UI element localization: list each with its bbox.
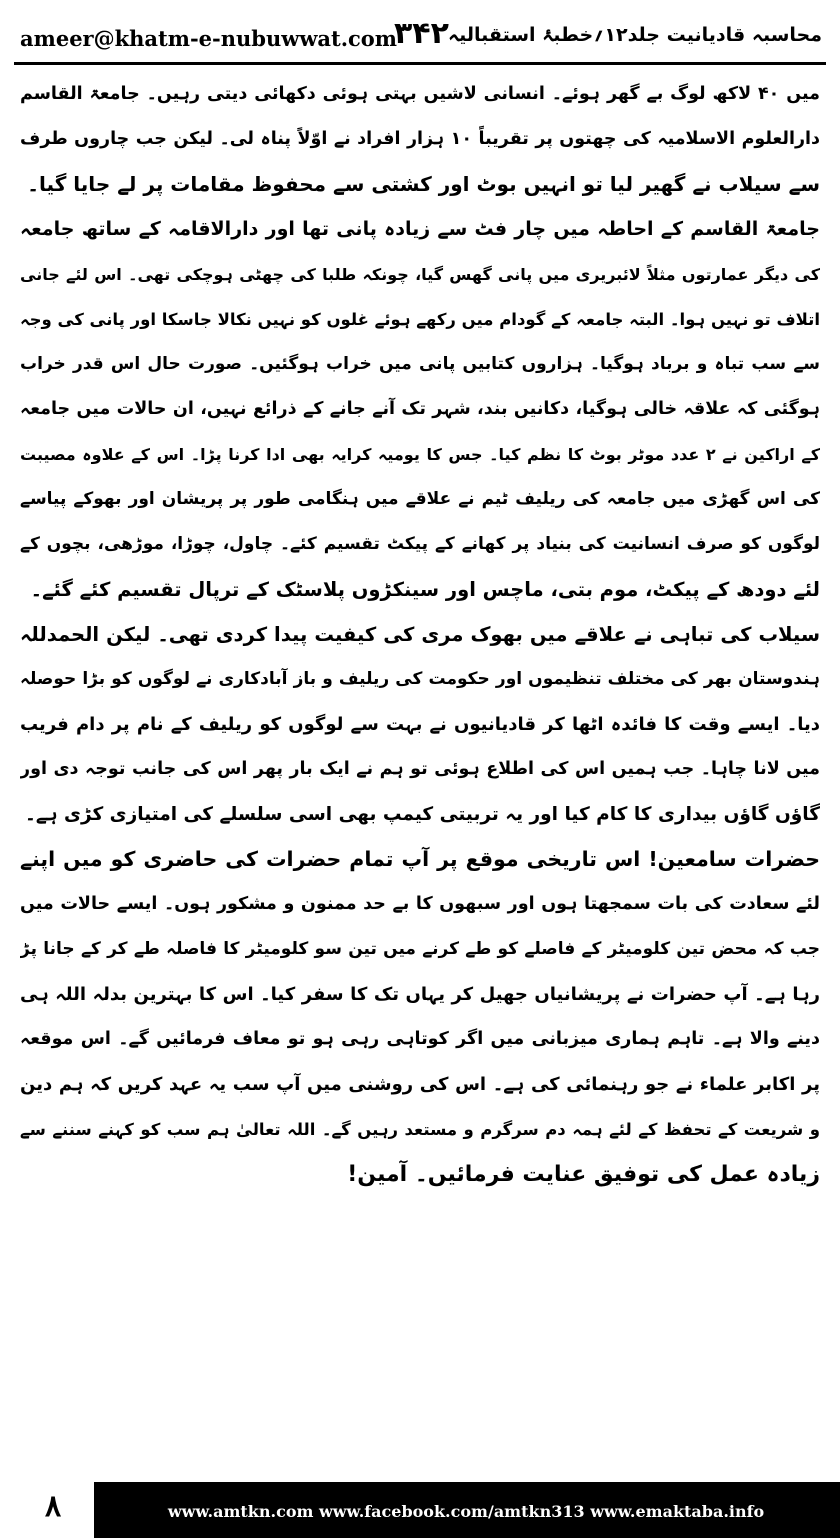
text-line: پر اکابر علماء نے جو رہنمائی کی ہے۔ اس کی روشنی میں آپ سب یہ عہد کریں کہ ہم دین	[20, 1074, 820, 1095]
header-email: ameer@khatm-e-nubuwwat.com	[20, 26, 398, 51]
text-line: لوگوں کو صرف انسانیت کی بنیاد پر کھانے کے پیکٹ تقسیم کئے۔ چاول، چوڑا، موڑھی، بچوں کے	[20, 534, 820, 554]
text-line: میں لانا چاہا۔ جب ہمیں اس کی اطلاع ہوئی تو ہم نے ایک بار پھر اس کی جانب توجہ دی اور	[20, 759, 820, 779]
text-line: کی اس گھڑی میں جامعہ کی ریلیف ٹیم نے علاقے میں ہنگامی طور پر پریشان اور بھوکے پیاسے	[20, 489, 820, 509]
text-line: کے اراکین نے ۲ عدد موٹر بوٹ کا نظم کیا۔ جس کا یومیہ کرایہ بھی ادا کرنا پڑا۔ اس کے علاوہ مصیبت	[20, 445, 820, 464]
paragraph	[20, 612, 820, 837]
text-line: میں ۴۰ لاکھ لوگ بے گھر ہوئے۔ انسانی لاشیں بہتی ہوئی دکھائی دیتی رہیں۔ جامعۃ القاسم	[20, 84, 820, 104]
page-footer	[0, 1470, 840, 1540]
text-line: دارالعلوم الاسلامیہ کی چھتوں پر تقریباً ۱۰ ہزار افراد نے اوّلاً پناہ لی۔ لیکن جب چاروں طرف	[20, 129, 820, 149]
header-page-number: ۳۴۲	[394, 16, 449, 51]
paragraph	[20, 72, 820, 207]
document-body	[20, 72, 820, 1452]
text-line: سے سیلاب نے گھیر لیا تو انہیں بوٹ اور کشتی سے محفوظ مقامات پر لے جایا گیا۔	[27, 172, 820, 196]
text-line: کی دیگر عمارتوں مثلاً لائبریری میں پانی گھس گیا، چونکہ طلبا کی چھٹی ہوچکی تھی۔ اس لئے جانی	[20, 265, 820, 284]
text-line: لئے سعادت کی بات سمجھتا ہوں اور سبھوں کا بے حد ممنون و مشکور ہوں۔ ایسے حالات میں	[20, 894, 820, 914]
text-line: دیا۔ ایسے وقت کا فائدہ اٹھا کر قادیانیوں نے بہت سے لوگوں کو ریلیف کے نام پر دام فریب	[20, 714, 820, 735]
text-line: حضرات سامعین! اس تاریخی موقع پر آپ تمام حضرات کی حاضری کو میں اپنے	[20, 847, 820, 871]
text-line: جامعۃ القاسم کے احاطہ میں چار فٹ سے زیادہ پانی تھا اور دارالاقامہ کے ساتھ جامعہ	[20, 218, 820, 240]
text-line: اتلاف تو نہیں ہوا۔ البتہ جامعہ کے گودام میں رکھے ہوئے غلوں کو نہیں نکالا جاسکا اور پانی کی وجہ	[20, 310, 820, 329]
text-line: دینے والا ہے۔ تاہم ہماری میزبانی میں اگر کوتاہی رہی ہو تو معاف فرمائیں گے۔ اس موقعہ	[20, 1029, 820, 1049]
text-line: سیلاب کی تباہی نے علاقے میں بھوک مری کی کیفیت پیدا کردی تھی۔ لیکن الحمدللہ	[20, 623, 820, 646]
text-line: لئے دودھ کے پیکٹ، موم بتی، ماچس اور سینکڑوں پلاسٹک کے ترپال تقسیم کئے گئے۔	[30, 578, 820, 601]
text-line: ہوگئی کہ علاقہ خالی ہوگیا، دکانیں بند، شہر تک آنے جانے کے ذرائع نہیں، ان حالات میں جامعہ	[20, 399, 820, 419]
text-line: جب کہ محض تین کلومیٹر کے فاصلے کو طے کرنے میں تین سو کلومیٹر کا فاصلہ طے کر کے جانا پڑ	[20, 939, 820, 959]
footer-page-marker: ۸	[18, 1482, 88, 1532]
text-line: سے سب تباہ و برباد ہوگیا۔ ہزاروں کتابیں پانی میں خراب ہوگئیں۔ صورت حال اس قدر خراب	[20, 354, 820, 374]
text-line: و شریعت کے تحفظ کے لئے ہمہ دم سرگرم و مستعد رہیں گے۔ اللہ تعالیٰ ہم سب کو کہنے سننے سے	[20, 1120, 820, 1139]
text-line: ہندوستان بھر کی مختلف تنظیموں اور حکومت کی ریلیف و باز آبادکاری نے لوگوں کو بڑا حوصلہ	[20, 669, 820, 689]
page-header	[14, 10, 826, 66]
text-line: رہا ہے۔ آپ حضرات نے پریشانیاں جھیل کر یہاں تک کا سفر کیا۔ اس کا بہترین بدلہ اللہ ہی	[20, 984, 820, 1005]
text-line: گاؤں گاؤں بیداری کا کام کیا اور یہ تربیتی کیمپ بھی اسی سلسلے کی امتیازی کڑی ہے۔	[25, 804, 820, 825]
paragraph	[20, 207, 820, 612]
text-line: زیادہ عمل کی توفیق عنایت فرمائیں۔ آمین!	[347, 1162, 820, 1187]
paragraph	[20, 837, 820, 1197]
header-divider	[14, 62, 826, 65]
header-book-title: محاسبہ قادیانیت جلد۱۲؍خطبۂ استقبالیہ	[447, 24, 822, 46]
footer-links: www.amtkn.com www.facebook.com/amtkn313 www.emaktaba.info	[167, 1502, 765, 1521]
